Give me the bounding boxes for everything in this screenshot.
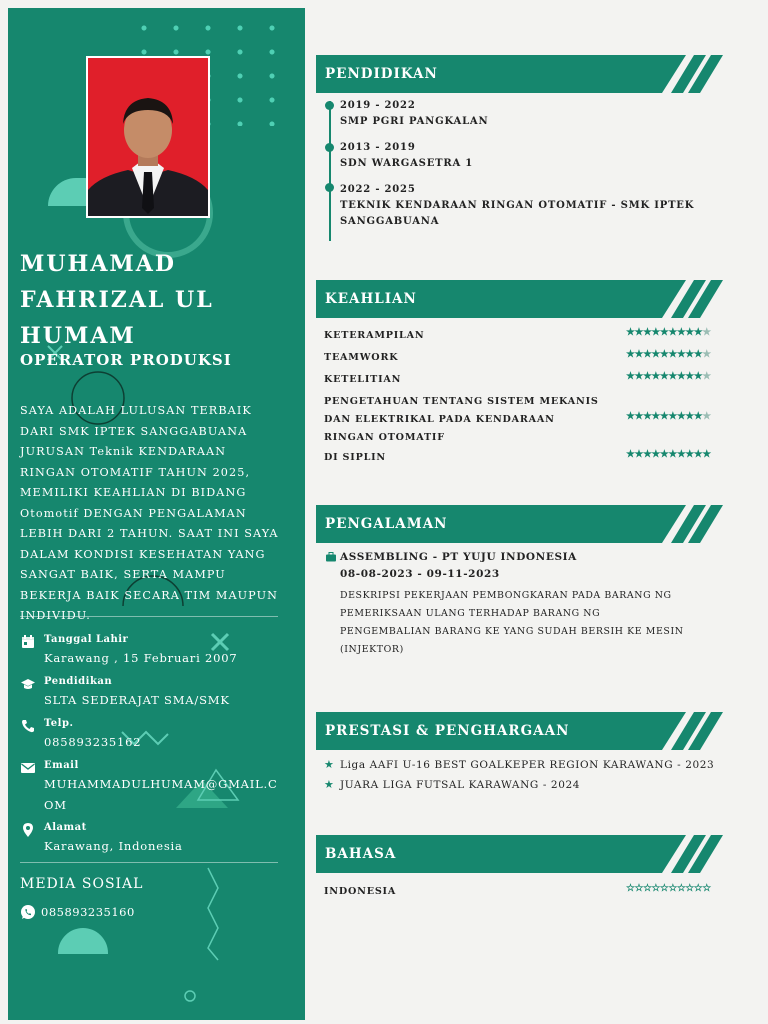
- sidebar: [8, 8, 305, 1020]
- contact-label: Email: [44, 760, 79, 771]
- section-keahlian: [316, 280, 726, 470]
- section-header: [316, 712, 726, 750]
- rating-star-icon: ★: [668, 349, 677, 360]
- rating-star-icon: ☆: [634, 883, 643, 894]
- rating-star-icon: ★: [651, 411, 660, 422]
- skill-row: [324, 449, 724, 469]
- rating-star-icon: ★: [642, 371, 652, 382]
- section-header: [316, 55, 726, 93]
- rating-star-icon: ★: [702, 371, 711, 382]
- skill-rating: [626, 349, 711, 360]
- rating-star-icon: ★: [634, 449, 643, 460]
- rating-star-icon: ★: [651, 371, 660, 382]
- rating-star-icon: ★: [685, 449, 694, 460]
- rating-star-icon: ★: [634, 349, 643, 360]
- divider: [20, 862, 278, 863]
- whatsapp-icon: [20, 904, 36, 920]
- rating-star-icon: ★: [685, 411, 694, 422]
- decorative-small-ring: [182, 988, 198, 1004]
- section-header: [316, 505, 726, 543]
- rating-star-icon: ☆: [642, 883, 652, 894]
- rating-star-icon: ☆: [693, 883, 703, 894]
- section-pengalaman: [316, 505, 726, 665]
- contact-value: SLTA SEDERAJAT SMA/SMK: [44, 693, 230, 707]
- rating-star-icon: ☆: [676, 883, 686, 894]
- experience-job: ASSEMBLING - PT YUJU INDONESIA: [340, 551, 577, 563]
- section-header: [316, 835, 726, 873]
- location-pin-icon: [20, 822, 36, 838]
- rating-star-icon: ★: [651, 349, 660, 360]
- award-text: Liga AAFI U-16 BEST GOALKEPER REGION KARAWANG - 2023: [340, 759, 715, 771]
- rating-star-icon: ☆: [668, 883, 677, 894]
- contact-value: Karawang , 15 Februari 2007: [44, 651, 238, 665]
- contact-address: [20, 822, 290, 858]
- rating-star-icon: ☆: [626, 883, 635, 894]
- rating-star-icon: ★: [626, 327, 635, 338]
- contact-label: Tanggal Lahir: [44, 634, 129, 645]
- rating-star-icon: ★: [702, 411, 711, 422]
- rating-star-icon: ★: [634, 371, 643, 382]
- timeline-dot: [325, 101, 334, 110]
- rating-star-icon: ★: [668, 327, 677, 338]
- skill-rating: [626, 411, 711, 422]
- skill-name: PENGETAHUAN TENTANG SISTEM MEKANIS DAN ELEKTRIKAL PADA KENDARAAN RINGAN OTOMATIF: [324, 396, 599, 443]
- rating-star-icon: ★: [693, 371, 703, 382]
- skill-rating: [626, 449, 711, 460]
- contact-email[interactable]: [20, 760, 290, 816]
- rating-star-icon: ★: [626, 449, 635, 460]
- rating-star-icon: ★: [685, 349, 694, 360]
- section-pendidikan: [316, 55, 726, 245]
- rating-star-icon: ★: [693, 349, 703, 360]
- rating-star-icon: ★: [702, 327, 711, 338]
- rating-star-icon: ★: [668, 411, 677, 422]
- rating-star-icon: ☆: [651, 883, 660, 894]
- decorative-zigzag: [204, 864, 224, 964]
- contact-value[interactable]: 085893235162: [44, 735, 142, 749]
- skill-row: [324, 393, 724, 449]
- email-icon: [20, 760, 36, 776]
- rating-star-icon: ★: [676, 349, 686, 360]
- rating-star-icon: ★: [626, 371, 635, 382]
- profile-name: MUHAMAD FAHRIZAL UL HUMAM: [20, 251, 214, 349]
- skill-name: DI SIPLIN: [324, 452, 386, 463]
- skill-rating: [626, 327, 711, 338]
- language-row: [324, 883, 724, 903]
- rating-star-icon: ★: [668, 371, 677, 382]
- timeline-dot: [325, 143, 334, 152]
- experience-desc-line: PEMERIKSAAN ULANG TERHADAP BARANG NG: [340, 608, 601, 619]
- rating-star-icon: ★: [693, 327, 703, 338]
- contact-phone[interactable]: [20, 718, 290, 754]
- skill-row: [324, 349, 724, 369]
- rating-star-icon: ★: [659, 349, 669, 360]
- rating-star-icon: ★: [626, 411, 635, 422]
- calendar-icon: [20, 634, 36, 650]
- rating-star-icon: ☆: [702, 883, 711, 894]
- education-years: 2013 - 2019: [340, 142, 416, 153]
- language-rating: [626, 883, 711, 894]
- education-item: [340, 98, 700, 130]
- section-header: [316, 280, 726, 318]
- rating-star-icon: ★: [676, 449, 686, 460]
- star-bullet-icon: ★: [324, 778, 335, 791]
- education-school: TEKNIK KENDARAAN RINGAN OTOMATIF - SMK IPTEK SANGGABUANA: [340, 200, 695, 227]
- rating-star-icon: ★: [642, 327, 652, 338]
- timeline-line: [329, 101, 331, 241]
- contact-label: Pendidikan: [44, 676, 113, 687]
- education-years: 2019 - 2022: [340, 100, 416, 111]
- contact-birthdate: [20, 634, 290, 670]
- rating-star-icon: ★: [693, 449, 703, 460]
- skill-row: [324, 371, 724, 391]
- social-title: MEDIA SOSIAL: [20, 876, 144, 892]
- rating-star-icon: ★: [676, 327, 686, 338]
- rating-star-icon: ★: [642, 349, 652, 360]
- rating-star-icon: ★: [702, 349, 711, 360]
- education-item: [340, 140, 700, 172]
- experience-desc-line: PENGEMBALIAN BARANG KE YANG SUDAH BERSIH KE MESIN (INJEKTOR): [340, 626, 684, 655]
- profile-role: OPERATOR PRODUKSI: [20, 351, 232, 369]
- contact-value: Karawang, Indonesia: [44, 839, 183, 853]
- education-school: SMP PGRI PANGKALAN: [340, 116, 489, 127]
- experience-desc-line: DESKRIPSI PEKERJAAN PEMBONGKARAN PADA BARANG NG: [340, 590, 672, 601]
- social-value[interactable]: 085893235160: [41, 905, 135, 919]
- award-item: [324, 779, 724, 795]
- language-name: INDONESIA: [324, 886, 397, 897]
- star-bullet-icon: ★: [324, 758, 335, 771]
- rating-star-icon: ★: [685, 327, 694, 338]
- rating-star-icon: ★: [676, 371, 686, 382]
- timeline-dot: [325, 183, 334, 192]
- graduation-cap-icon: [20, 676, 36, 692]
- section-prestasi: [316, 712, 726, 802]
- section-title: BAHASA: [325, 846, 397, 862]
- skill-rating: [626, 371, 711, 382]
- section-title: KEAHLIAN: [325, 291, 417, 307]
- rating-star-icon: ★: [634, 411, 643, 422]
- phone-icon: [20, 718, 36, 734]
- profile-photo: [86, 56, 210, 218]
- skill-row: [324, 327, 724, 347]
- section-bahasa: [316, 835, 726, 905]
- divider: [20, 616, 278, 617]
- rating-star-icon: ★: [676, 411, 686, 422]
- rating-star-icon: ★: [668, 449, 677, 460]
- skill-name: KETERAMPILAN: [324, 330, 425, 341]
- rating-star-icon: ☆: [659, 883, 669, 894]
- rating-star-icon: ★: [642, 449, 652, 460]
- section-title: PENDIDIKAN: [325, 66, 438, 82]
- contact-value[interactable]: MUHAMMADULHUMAM@GMAIL.COM: [44, 777, 278, 812]
- rating-star-icon: ★: [659, 411, 669, 422]
- skill-name: TEAMWORK: [324, 352, 399, 363]
- contact-label: Alamat: [44, 822, 87, 833]
- experience-description: [340, 587, 720, 659]
- education-school: SDN WARGASETRA 1: [340, 158, 474, 169]
- rating-star-icon: ★: [693, 411, 703, 422]
- skill-name: KETELITIAN: [324, 374, 402, 385]
- contact-education: [20, 676, 290, 712]
- award-text: JUARA LIGA FUTSAL KARAWANG - 2024: [340, 779, 581, 791]
- rating-star-icon: ★: [659, 327, 669, 338]
- decorative-semicircle: [58, 928, 108, 954]
- section-title: PENGALAMAN: [325, 516, 448, 532]
- education-years: 2022 - 2025: [340, 184, 416, 195]
- education-item: [340, 182, 700, 230]
- rating-star-icon: ★: [642, 411, 652, 422]
- rating-star-icon: ☆: [685, 883, 694, 894]
- award-item: [324, 759, 724, 775]
- rating-star-icon: ★: [634, 327, 643, 338]
- experience-item: [324, 551, 724, 661]
- rating-star-icon: ★: [685, 371, 694, 382]
- rating-star-icon: ★: [659, 449, 669, 460]
- profile-bio: SAYA ADALAH LULUSAN TERBAIK DARI SMK IPTEK SANGGABUANA JURUSAN Teknik KENDARAAN RINGAN OTOMATIF TAHUN 2025, MEMILIKI KEAHLIAN DI BIDANG Otomotif DENGAN PENGALAMAN LEBIH DARI 2 TAHUN. SAAT INI SAYA DALAM KONDISI KESEHATAN YANG SANGAT BAIK, SERTA MAMPU BEKERJA BAIK SECARA TIM MAUPUN INDIVIDU.: [20, 404, 279, 622]
- rating-star-icon: ★: [702, 449, 711, 460]
- rating-star-icon: ★: [659, 371, 669, 382]
- contact-label: Telp.: [44, 718, 74, 729]
- rating-star-icon: ★: [626, 349, 635, 360]
- rating-star-icon: ★: [651, 327, 660, 338]
- rating-star-icon: ★: [651, 449, 660, 460]
- experience-date: 08-08-2023 - 09-11-2023: [340, 568, 500, 580]
- briefcase-icon: [326, 552, 336, 562]
- section-title: PRESTASI & PENGHARGAAN: [325, 723, 570, 739]
